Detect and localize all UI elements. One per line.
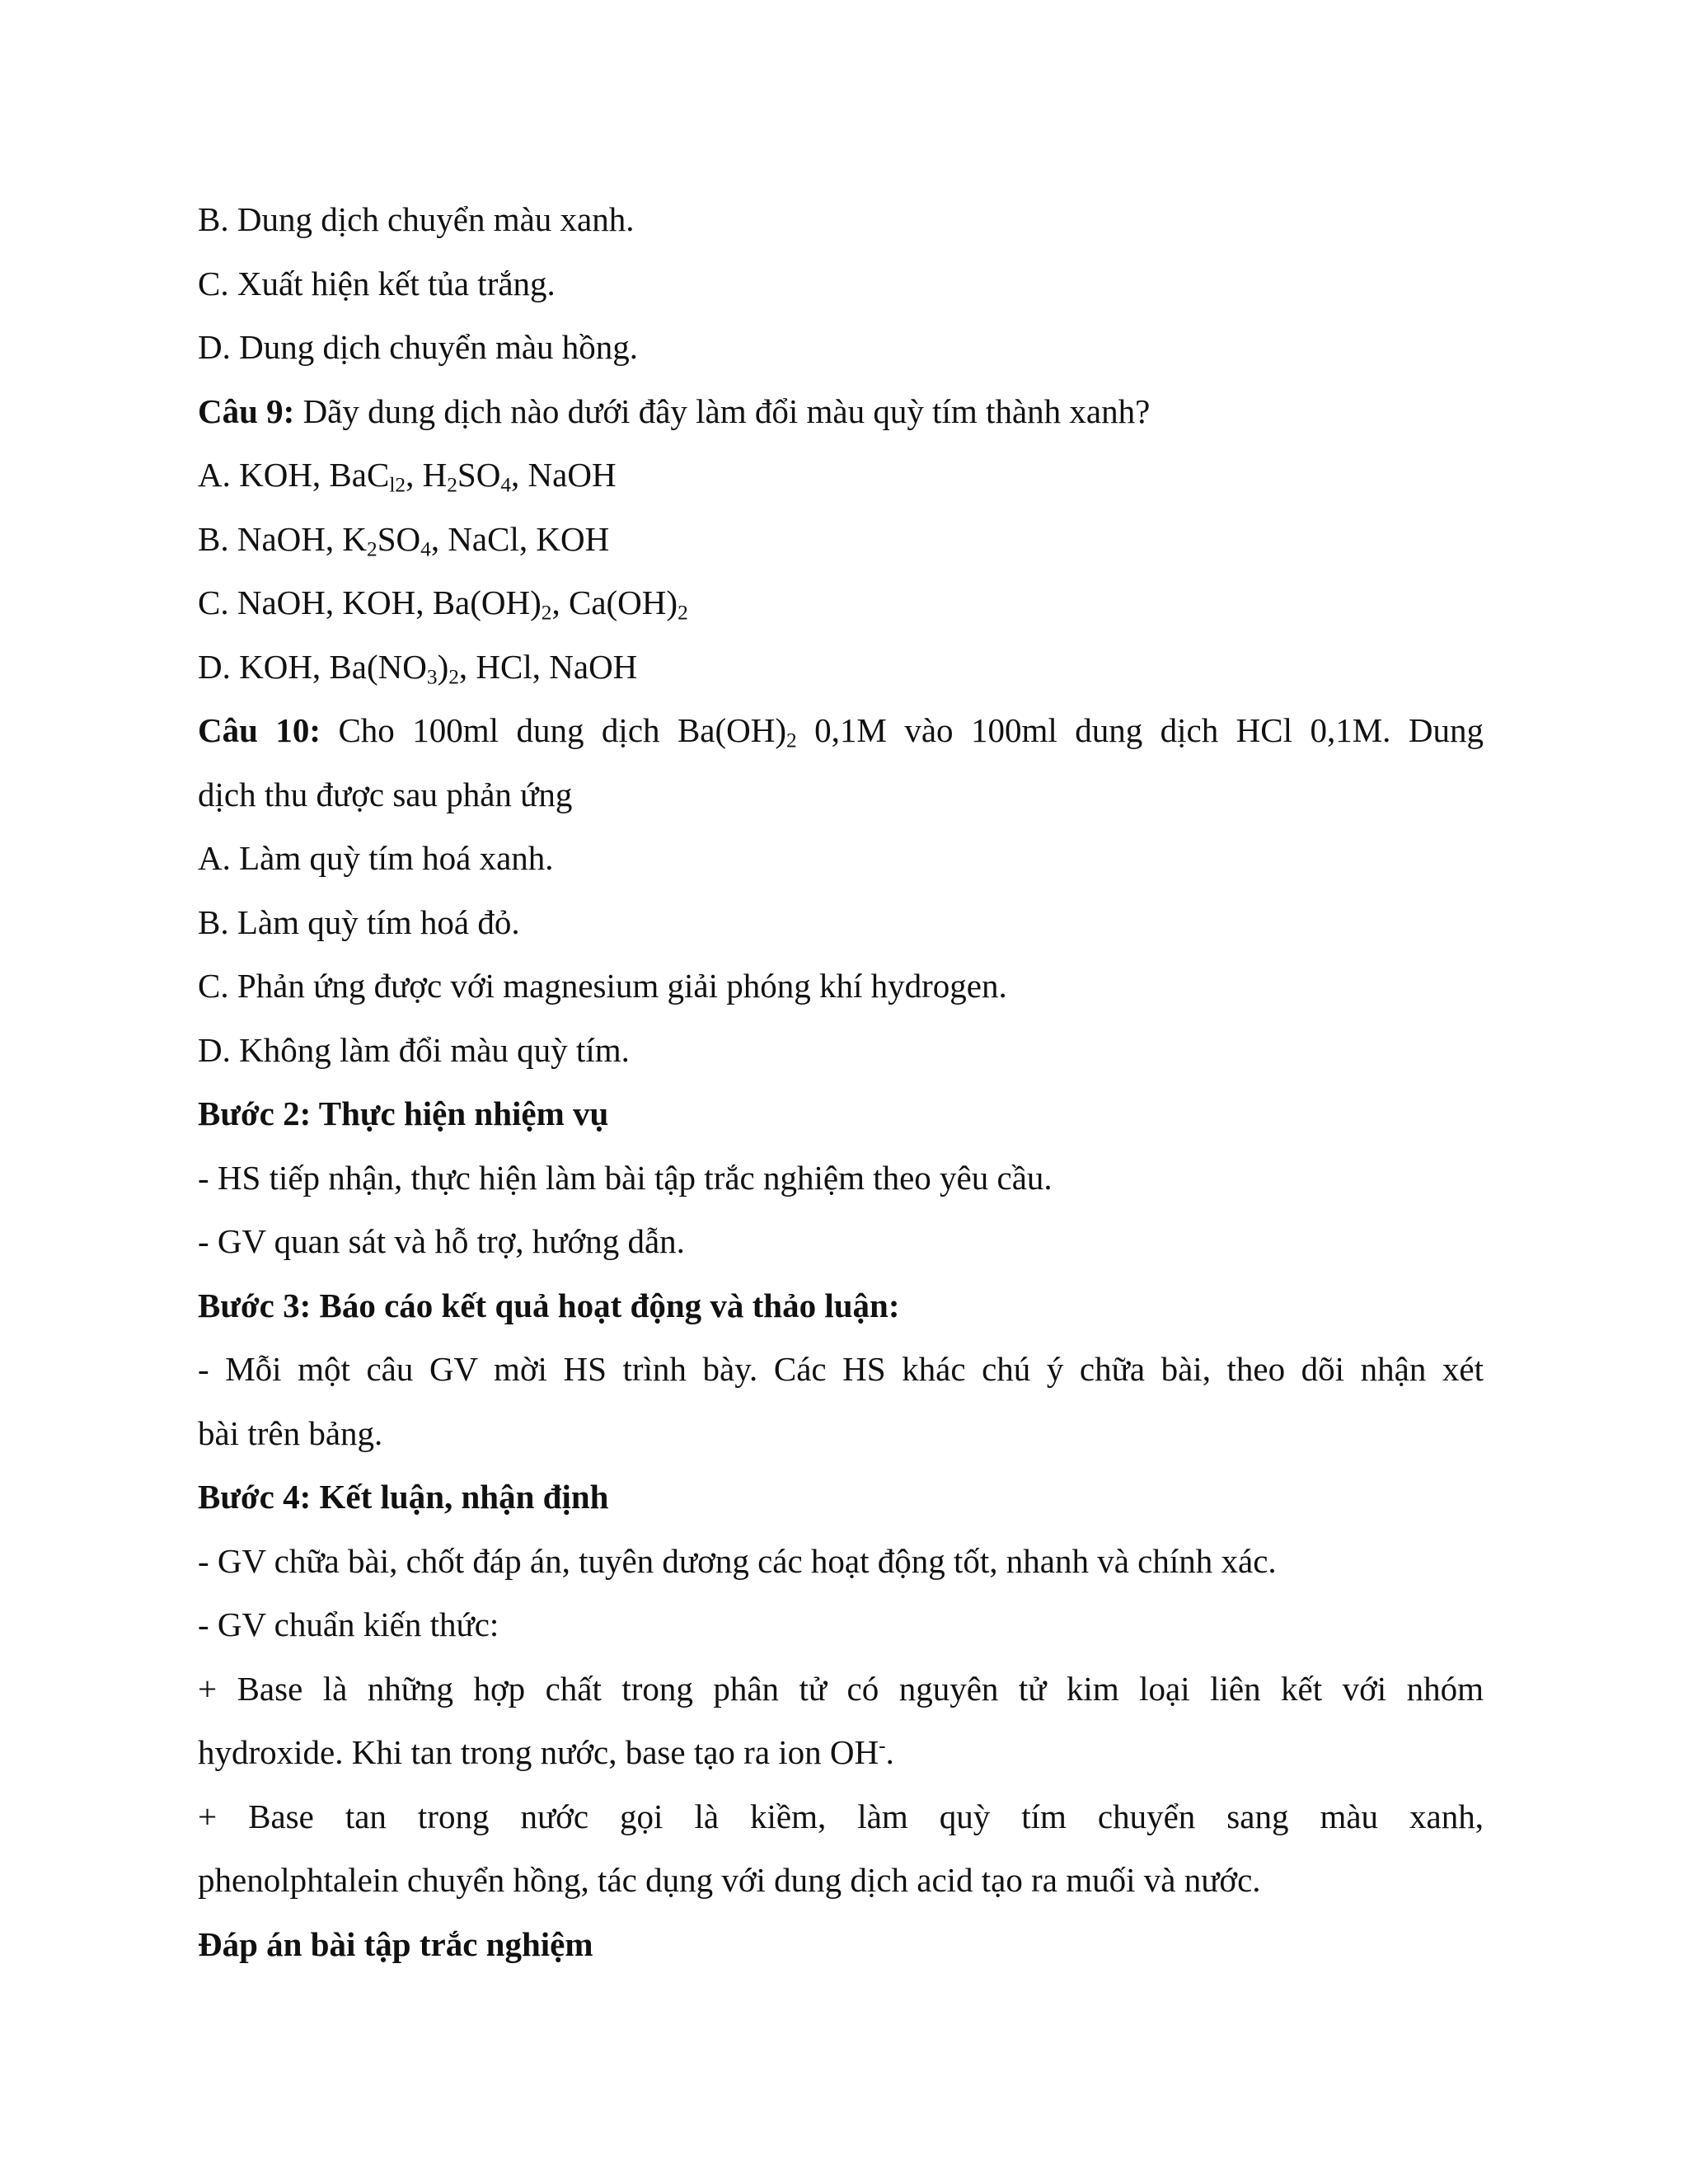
step2-heading: Bước 2: Thực hiện nhiệm vụ bbox=[198, 1094, 609, 1132]
step4-heading: Bước 4: Kết luận, nhận định bbox=[198, 1478, 609, 1516]
step3-item-line1: - Mỗi một câu GV mời HS trình bày. Các HS khác chú ý chữa bài, theo dõi nhận xét bbox=[198, 1350, 1484, 1388]
step3-item-line2: bài trên bảng. bbox=[198, 1413, 383, 1452]
q9-option-c: C. NaOH, KOH, $Ba(OH)_2$, $Ca(OH)_2$ bbox=[198, 583, 688, 625]
q10-label: Câu 10: bbox=[198, 711, 321, 749]
alkali-definition-line1: + Base tan trong nước gọi là kiềm, làm quỳ tím chuyển sang màu xanh, bbox=[198, 1797, 1484, 1835]
step4-item: - GV chữa bài, chốt đáp án, tuyên dương các hoạt động tốt, nhanh và chính xác. bbox=[198, 1541, 1277, 1580]
answers-heading: Đáp án bài tập trắc nghiệm bbox=[198, 1924, 593, 1963]
q9-option-b: B. NaOH, $K_2SO_4$, NaCl, KOH bbox=[198, 519, 610, 560]
q9-text: Dãy dung dịch nào dưới đây làm đổi màu quỳ tím thành xanh? bbox=[294, 391, 1151, 430]
q8-option-c: C. Xuất hiện kết tủa trắng. bbox=[198, 264, 556, 302]
alkali-definition-line2: phenolphtalein chuyển hồng, tác dụng với dung dịch acid tạo ra muối và nước. bbox=[198, 1861, 1261, 1899]
q8-option-d: D. Dung dịch chuyển màu hồng. bbox=[198, 328, 639, 366]
base-definition-line1: + Base là những hợp chất trong phân tử có nguyên tử kim loại liên kết với nhóm bbox=[198, 1669, 1484, 1708]
document-page bbox=[198, 188, 1484, 1976]
q9-option-a: A. KOH, BaC$_{l2}$, $H_2SO_4$, NaOH bbox=[198, 456, 617, 497]
base-definition-line2: hydroxide. Khi tan trong nước, base tạo ra ion OH-. bbox=[198, 1733, 894, 1771]
q10-question-line1: Câu 10: Cho 100ml dung dịch $Ba(OH)_2$ 0,1M vào 100ml dung dịch HCl 0,1M. Dung bbox=[198, 711, 1484, 752]
q9-option-d: D. KOH, $Ba(NO_3)_2$, HCl, NaOH bbox=[198, 647, 638, 688]
q10-option-d: D. Không làm đổi màu quỳ tím. bbox=[198, 1030, 630, 1069]
step4-item: - GV chuẩn kiến thức: bbox=[198, 1605, 499, 1643]
step3-heading: Bước 3: Báo cáo kết quả hoạt động và thảo luận: bbox=[198, 1286, 900, 1324]
q9-question bbox=[198, 380, 1484, 444]
q10-option-a: A. Làm quỳ tím hoá xanh. bbox=[198, 839, 554, 877]
q10-option-b: B. Làm quỳ tím hoá đỏ. bbox=[198, 902, 520, 941]
step2-item: - HS tiếp nhận, thực hiện làm bài tập trắc nghiệm theo yêu cầu. bbox=[198, 1158, 1053, 1197]
step2-item: - GV quan sát và hỗ trợ, hướng dẫn. bbox=[198, 1222, 685, 1260]
q9-label: Câu 9: bbox=[198, 391, 295, 430]
q8-option-b: B. Dung dịch chuyển màu xanh. bbox=[198, 200, 635, 238]
q10-option-c: C. Phản ứng được với magnesium giải phóng khí hydrogen. bbox=[198, 967, 1007, 1005]
q10-question-line2: dịch thu được sau phản ứng bbox=[198, 775, 573, 813]
